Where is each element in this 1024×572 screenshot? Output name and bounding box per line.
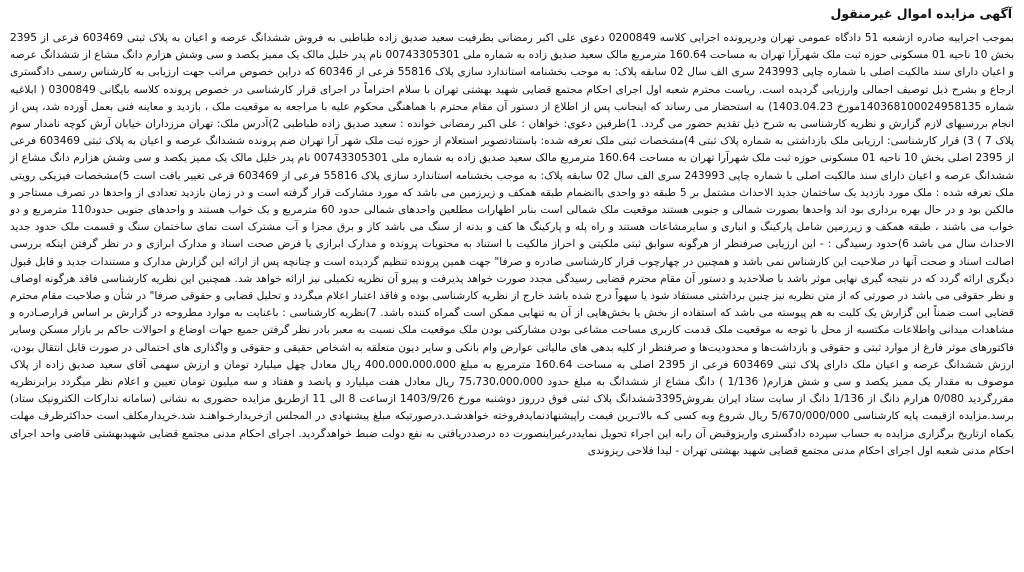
notice-body: بموجب اجراییه صادره ازشعبه 51 دادگاه عمومی تهران ودرپرونده اجرایی کلاسه 0200849 دعوی علی اکبر رمضانی بطرفیت سعید صدیق زاده طباطبی به فروش ششدانگ عرصه و اعیان به پلاک ثبتی 603469 فرعی از 2395 بخش 10 ناحیه 01 مسکونی حوزه ثبت ملک شهرآرا تهران به مساحت 160.64 مترمربع مالک سعید صدیق زاده به شماره ملی 00743305301 نام پدر خلیل مالک یک ممیز یکصد و سی وشش هزارم دانگ مشاع از ششدانگ عرصه و اعیان دارای سند مالکیت اصلی با شماره چاپی 243993 سری الف سال 02 سابقه پلاک: به موجب بخشنامه استاندارد سازی پلاک 55816 فرعی از 60346 که دراین خصوص مراتب جهت ارزیابی به کارشناس رسمی دادگستری ارجاع و بشرح ذیل توصیف اجمالی وارزیابی گردیده است. ریاست محترم شعبه اول اجرای احکام مجتمع قضایی شهید بهشتی تهران با سلام احتراماً در اجرای قرار کارشناسی در خصوص پرونده کلاسه بایگانی 0300849 ( ابلاغیه شماره 140368100024958135مورخ 1403.04.23) به استحضار می رساند که اینجانب پس از اطلاع از دستور آن مقام محترم با هماهنگی محکوم علیه با مراجعه به موقعیت ملک ، بازدید و معاینه فنی بعمل آورده شد، پس از انجام بررسیهای لازم گزارش و نظریه کارشناسی به شرح ذیل تقدیم حضور می گردد. 1)طرفین دعوی: خواهان : علی اکبر رمضانی خوانده : سعید صدیق زاده طباطبی 2)آدرس ملک: تهران مرزداران خیابان آرش کوچه نامدار سوم پلاک 7 ) 3) قرار کارشناسی: ارزیابی ملک بازداشتی به شماره پلاک ثبتی 4)مشخصات ثبتی ملک تعرفه شده: باستنادتصویر استعلام از حوزه ثبت ملک شهر آرا تهران ضم پرونده ششدانگ عرصه و اعیان به پلاک ثبتی 603469 فرعی از 2395 اصلی بخش 10 ناحیه 01 مسکونی حوزه ثبت ملک شهرآرا تهران به مساحت 160.64 مترمربع مالک سعید صدیق زاده به شماره ملی 00743305301 نام پدر خلیل مالک یک ممیز یکصد و سی وشش هزارم دانگ مشاع از ششدانگ عرصه و اعیان دارای سند مالکیت اصلی با شماره چاپی 243993 سری الف سال 02 سابقه پلاک: به موجب بخشنامه استاندارد سازی پلاک 55816 فرعی از 603469 فرعی تغییر یافت است 5)مشخصات فیزیکی رویتی ملک تعرفه شده : ملک مورد بازدید یک ساختمان جدید الاحداث مشتمل بر 5 طبقه دو واحدی باانضمام طبقه همکف و زیرزمین می باشد که مورد مشارکت قرار گرفته است و در زمان بازدید تعدادی از واحدها در تصرف مستاجر و مالکین بود و در حال بهره برداری بود اند واحدها بصورت شمالی و جنوبی هستند موقعیت ملک شمالی است بنابر اظهارات مطلعین واحدهای شمالی حدود 60 مترمربع و یک خواب هستند و واحدهای جنوبی حدود110 مترمربع و دو خواب می باشند ، طبقه همکف و زیرزمین شامل پارکینگ و انباری و سایرمشاعات هستند و راه پله و پارکینگ ها کف و بدنه از سنگ می باشد کاز و برق مجزا و آب مشترک است نمای ساختمان سنگ و قسمت ملک حدود جدید الاحداث سال می باشد 6)حدود رسیدگی : - این ارزیابی صرفنظر از هرگونه سوابق ثبتی ملکیتی و احراز مالکیت با استناد به محتویات پرونده و مدارک ابرازی یا فرض صحت اسناد و مدارک ابرازی و در نظر گرفتن اینکه بررسی اصالت اسناد و صحت آنها در صلاحیت این کارشناس نمی باشد و همچنین در چهارچوب قرار کارشناسی صادره و صرفا" جهت همین پرونده تنظیم گردیده است و چنانچه پس از ارائه این گزارش مدارک و مستندات جدید و قابل قبول دیگری ارائه گردد که در نتیجه گیری نهایی موثر باشد با صلاحدید و دستور آن مقام محترم قضایی رسیدگی مجدد صورت خواهد پذیرفت و پیرو آن نظریه تکمیلی نیز ارائه خواهد شد. همچنین این نظریه کارشناسی فاقد هرگونه اوصاف و نظر حقوقی می باشد در صورتی که از متن نظریه نیز چنین برداشتی مستفاد شود یا سهواً درج شده باشد خارج از نظریه کارشناسی بوده و فاقد اعتبار اعلام میگردد و تحلیل قضایی و حقوقی صرفا" در شأن و صلاحیت مقام محترم قضایی است ضمناً این گزارش یک کلیت به هم پیوسته می باشد که استفاده از بخش یا بخش‌هایی از آن به تنهایی ممکن است گمراه کننده باشد. 7)نظریه کارشناسی : باعنایت به موارد مطروحه در گزارش بر اساس قرارصـادره و مشاهدات میدانی واطلاعات مکتسبه از محل با توجه به موقعیت ملک قدمت کاربری مساحت مشاعی بودن مشارکتی بودن ملک موقعیت ملک نسبت به معبر بادر نظر گرفتن جمیع جهات اوضاع و احوالات حاکم بر بازار مسکن وسایر فاکتورهای موثر فارغ از موارد ثبتی و حقوقی و بازداشت‌ها و محدودیت‌ها و صرفنظر از کلیه بدهی های مالیاتی عوارض وام بانکی و سایر دیون متعلقه به اشخاص حقیقی و حقوقی و واگذاری های احتمالی در صورت قابل انتقال بودن، ارزش ششدانگ عرصه و اعیان ملک دارای پلاک ثبتی 603469 فرعی از 2395 اصلی به مساحت 160.64 مترمربع به مبلغ 400،000،000،000 ریال معادل چهل میلیارد تومان و ارزش سهمی آقای سعید صدیق زاده از پلاک موصوف به مقدار یک ممیز یکصد و سی و شش هزارم( 1/136 ) دانگ مشاع از ششدانگ به مبلغ حدود 75،730،000،000 ریال معادل هفت میلیارد و پانصد و هفتاد و سه میلیون تومان تعیین و اعلام نظر میگردد برابرنظریه مقررگردید 0/080 هزارم دانگ از 1/136 دانگ از سایت ستاد ایران بفروش3395ششدانگ پلاک ثبتی فوق درروز دوشنبه مورخ 1403/9/26 ازساعت 8 الی 11 ازطریق مزایده حضوری به نشانی (سامانه تدارکات الکترونیک ستاد) برسد.مزایده ازقیمت پایه کارشناسی 5/670/000/000 ریال شروع وبه کسی کـه بالاتـرین قیمت راپیشنهادنمایدفروخته خواهدشـد.درصورتیکه مبلغ پیشنهادی در المجلس ازخریدارخـواهنـد شد.خریدارمکلف است حداکثرظرف مهلت یکماه ازتاریخ برگزاری مزایده به حساب سپرده دادگستری واریزوقبض آن رابه این اجراء تحویل نمایددرغیراینصورت ده درصددریافتی به نفع دولت ضبط خواهدگردید. اجرای احکام مدنی مجتمع قضایی شهیدبهشتی قاضی واحد اجرای احکام مدنی شعبه اول اجرای احکام مدنی مجتمع قضایی شهید بهشتی تهران - لیدا فلاحی ریزوندی xyxy=(10,32,1015,457)
notice-title: آگهی مزایده اموال غیرمنقول xyxy=(830,6,1012,21)
